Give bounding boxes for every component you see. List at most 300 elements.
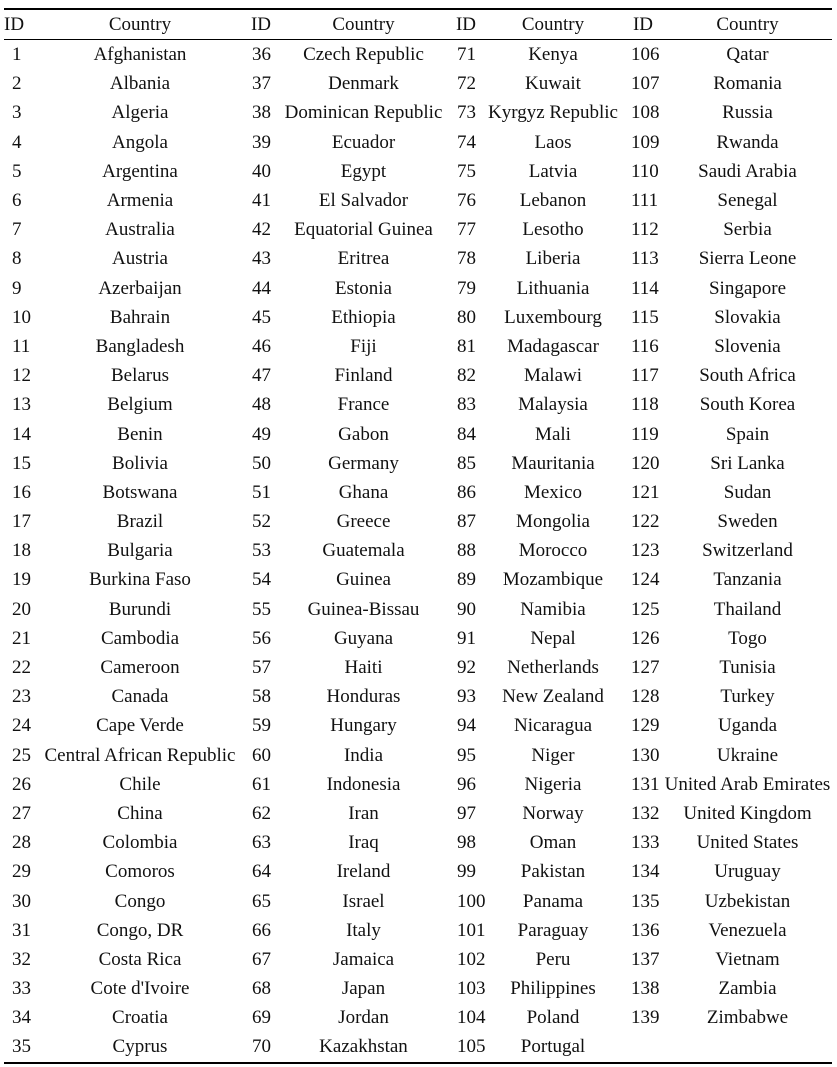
country-cell: Afghanistan	[93, 44, 187, 66]
id-cell: 8	[12, 248, 22, 270]
table-row	[4, 828, 832, 857]
country-cell: Zimbabwe	[706, 1007, 789, 1029]
id-cell: 96	[457, 773, 476, 795]
id-cell: 115	[631, 306, 659, 328]
country-cell: Nicaragua	[513, 715, 593, 737]
country-id-table	[4, 8, 832, 1064]
country-cell: Netherlands	[507, 657, 599, 679]
country-cell: Japan	[341, 978, 386, 1000]
header-row	[4, 9, 832, 40]
country-cell: Cape Verde	[96, 715, 184, 737]
country-cell: Sri Lanka	[710, 452, 785, 474]
id-cell: 66	[252, 919, 271, 941]
country-cell: Ethiopia	[331, 306, 396, 328]
table-row	[4, 361, 832, 390]
country-cell: Oman	[529, 832, 577, 854]
id-cell: 136	[631, 919, 660, 941]
id-cell: 121	[631, 481, 660, 503]
country-cell: Tanzania	[713, 569, 782, 591]
id-cell: 89	[457, 569, 476, 591]
table-row	[4, 303, 832, 332]
id-cell: 129	[631, 715, 660, 737]
id-cell: 134	[631, 861, 660, 883]
table-row	[4, 128, 832, 157]
id-cell: 88	[457, 540, 476, 562]
table-row	[4, 945, 832, 974]
id-cell: 109	[631, 131, 660, 153]
country-cell: Hungary	[330, 715, 397, 737]
table-row	[4, 770, 832, 799]
header-id-2: ID	[250, 14, 272, 35]
country-cell: Brazil	[116, 511, 164, 533]
country-cell: Ireland	[336, 861, 391, 883]
country-cell: Madagascar	[507, 335, 599, 357]
country-cell: Philippines	[510, 978, 596, 1000]
country-cell: Poland	[526, 1007, 580, 1029]
country-cell: Eritrea	[337, 248, 390, 270]
country-cell: Haiti	[344, 657, 383, 679]
table-row	[4, 565, 832, 594]
id-cell: 86	[457, 481, 476, 503]
country-cell: Sweden	[717, 511, 778, 533]
country-cell: Romania	[713, 73, 782, 95]
id-cell: 110	[631, 160, 659, 182]
id-cell: 133	[631, 832, 660, 854]
country-cell: United States	[696, 832, 799, 854]
id-cell: 50	[252, 452, 271, 474]
country-cell: Congo	[114, 890, 166, 912]
id-cell: 83	[457, 394, 476, 416]
country-cell: Portugal	[520, 1036, 586, 1058]
country-cell: Latvia	[528, 160, 578, 182]
id-cell: 117	[631, 365, 659, 387]
table-row	[4, 1003, 832, 1032]
country-cell: Fiji	[350, 335, 377, 357]
country-cell: Guinea	[336, 569, 391, 591]
table-row	[4, 98, 832, 127]
country-cell: Lithuania	[516, 277, 590, 299]
id-cell: 47	[252, 365, 271, 387]
id-cell: 85	[457, 452, 476, 474]
id-cell: 6	[12, 190, 22, 212]
table-row	[4, 653, 832, 682]
id-cell: 135	[631, 890, 660, 912]
country-cell: Chile	[119, 773, 161, 795]
country-cell: Benin	[117, 423, 163, 445]
table-row	[4, 1032, 832, 1062]
id-cell: 87	[457, 511, 476, 533]
id-cell: 71	[457, 44, 476, 66]
country-cell: Slovakia	[714, 306, 781, 328]
country-cell: Kenya	[528, 44, 578, 66]
id-cell: 123	[631, 540, 660, 562]
country-cell: Honduras	[326, 686, 401, 708]
id-cell: 80	[457, 306, 476, 328]
id-cell: 33	[12, 978, 31, 1000]
country-cell: Sudan	[723, 481, 772, 503]
country-cell: Argentina	[102, 160, 178, 182]
country-cell: El Salvador	[318, 190, 409, 212]
table-row	[4, 507, 832, 536]
id-cell: 78	[457, 248, 476, 270]
id-cell: 98	[457, 832, 476, 854]
country-cell: Switzerland	[702, 540, 793, 562]
country-cell: Norway	[522, 802, 584, 824]
table-row	[4, 974, 832, 1003]
id-cell: 43	[252, 248, 271, 270]
country-cell: Azerbaijan	[98, 277, 182, 299]
table-body	[4, 40, 832, 1063]
country-cell: Sierra Leone	[698, 248, 797, 270]
country-cell: Kuwait	[525, 73, 581, 95]
country-cell: Congo, DR	[96, 919, 184, 941]
id-cell	[623, 1032, 663, 1062]
id-cell: 28	[12, 832, 31, 854]
country-cell: Nigeria	[524, 773, 582, 795]
id-cell: 53	[252, 540, 271, 562]
country-cell: Dominican Republic	[284, 102, 443, 124]
id-cell: 23	[12, 686, 31, 708]
id-cell: 40	[252, 160, 271, 182]
country-cell: Mongolia	[516, 511, 590, 533]
id-cell: 113	[631, 248, 659, 270]
id-cell: 42	[252, 219, 271, 241]
country-cell: Turkey	[720, 686, 775, 708]
id-cell: 44	[252, 277, 271, 299]
country-cell: Burundi	[108, 598, 172, 620]
country-cell: Belarus	[110, 365, 170, 387]
country-cell: Ecuador	[331, 131, 396, 153]
country-cell: Senegal	[717, 190, 778, 212]
country-cell: Gabon	[338, 423, 389, 445]
id-cell: 120	[631, 452, 660, 474]
header-country-4: Country	[716, 14, 779, 35]
country-cell: Panama	[522, 890, 584, 912]
id-cell: 25	[12, 744, 31, 766]
id-cell: 2	[12, 73, 22, 95]
id-cell: 95	[457, 744, 476, 766]
country-cell: Mexico	[523, 481, 583, 503]
id-cell: 51	[252, 481, 271, 503]
id-cell: 16	[12, 481, 31, 503]
id-cell: 15	[12, 452, 31, 474]
id-cell: 132	[631, 802, 660, 824]
table-row	[4, 595, 832, 624]
country-cell: Iran	[348, 802, 379, 824]
id-cell: 101	[457, 919, 486, 941]
id-cell: 73	[457, 102, 476, 124]
id-cell: 103	[457, 978, 486, 1000]
id-cell: 97	[457, 802, 476, 824]
country-cell: Germany	[328, 452, 399, 474]
id-cell: 31	[12, 919, 31, 941]
id-cell: 10	[12, 306, 31, 328]
id-cell: 94	[457, 715, 476, 737]
country-cell: Comoros	[105, 861, 175, 883]
country-cell: Jordan	[338, 1007, 389, 1029]
country-cell: Ukraine	[716, 744, 779, 766]
country-cell: Thailand	[713, 598, 782, 620]
country-cell: Kazakhstan	[319, 1036, 408, 1058]
country-cell: Togo	[728, 627, 767, 649]
country-cell: Slovenia	[714, 335, 781, 357]
id-cell: 30	[12, 890, 31, 912]
country-cell: Rwanda	[716, 131, 779, 153]
country-cell: Equatorial Guinea	[294, 219, 433, 241]
country-cell: Bolivia	[112, 452, 168, 474]
id-cell: 68	[252, 978, 271, 1000]
id-cell: 74	[457, 131, 476, 153]
id-cell: 26	[12, 773, 31, 795]
id-cell: 21	[12, 627, 31, 649]
id-cell: 75	[457, 160, 476, 182]
country-cell: Laos	[534, 131, 572, 153]
id-cell: 67	[252, 948, 271, 970]
country-cell: Burkina Faso	[89, 569, 191, 591]
table-row	[4, 624, 832, 653]
header-id-3: ID	[455, 14, 477, 35]
id-cell: 49	[252, 423, 271, 445]
id-cell: 3	[12, 102, 22, 124]
table-row	[4, 682, 832, 711]
id-cell: 65	[252, 890, 271, 912]
id-cell: 61	[252, 773, 271, 795]
id-cell: 35	[12, 1036, 31, 1058]
id-cell: 76	[457, 190, 476, 212]
id-cell: 38	[252, 102, 271, 124]
table-row	[4, 886, 832, 915]
country-cell: India	[343, 744, 384, 766]
table-row	[4, 857, 832, 886]
country-cell: Australia	[105, 219, 175, 241]
country-cell: Spain	[725, 423, 770, 445]
country-cell: United Arab Emirates	[664, 773, 831, 795]
id-cell: 138	[631, 978, 660, 1000]
country-cell: Serbia	[723, 219, 772, 241]
id-cell: 37	[252, 73, 271, 95]
country-cell: Ghana	[338, 481, 389, 503]
id-cell: 58	[252, 686, 271, 708]
id-cell: 63	[252, 832, 271, 854]
country-cell: Lesotho	[522, 219, 584, 241]
country-cell: France	[337, 394, 390, 416]
table-row	[4, 332, 832, 361]
id-cell: 81	[457, 335, 476, 357]
country-cell: Peru	[535, 948, 571, 970]
country-cell: Uruguay	[714, 861, 781, 883]
id-cell: 118	[631, 394, 659, 416]
id-cell: 34	[12, 1007, 31, 1029]
id-cell: 18	[12, 540, 31, 562]
country-cell	[663, 1032, 832, 1062]
id-cell: 79	[457, 277, 476, 299]
country-cell: Vietnam	[715, 948, 780, 970]
country-cell: Venezuela	[708, 919, 787, 941]
table-row	[4, 244, 832, 273]
id-cell: 99	[457, 861, 476, 883]
id-cell: 62	[252, 802, 271, 824]
country-cell: Mauritania	[511, 452, 595, 474]
id-cell: 104	[457, 1007, 486, 1029]
id-cell: 91	[457, 627, 476, 649]
country-cell: Morocco	[518, 540, 588, 562]
country-cell: South Africa	[699, 365, 796, 387]
country-cell: New Zealand	[502, 686, 604, 708]
country-cell: Malaysia	[518, 394, 588, 416]
table-row	[4, 274, 832, 303]
id-cell: 48	[252, 394, 271, 416]
country-cell: Bulgaria	[107, 540, 173, 562]
country-cell: Cambodia	[100, 627, 180, 649]
id-cell: 5	[12, 160, 22, 182]
country-cell: Cyprus	[112, 1036, 168, 1058]
country-cell: Kyrgyz Republic	[488, 102, 618, 124]
country-cell: Liberia	[525, 248, 581, 270]
table-row	[4, 711, 832, 740]
id-cell: 29	[12, 861, 31, 883]
country-cell: Iraq	[348, 832, 379, 854]
id-cell: 90	[457, 598, 476, 620]
country-cell: Luxembourg	[504, 306, 602, 328]
id-cell: 125	[631, 598, 660, 620]
id-cell: 36	[252, 44, 271, 66]
country-cell: Belgium	[107, 394, 173, 416]
table-row	[4, 478, 832, 507]
id-cell: 116	[631, 335, 659, 357]
id-cell: 27	[12, 802, 31, 824]
country-cell: Angola	[112, 131, 168, 153]
country-cell: Cote d'Ivoire	[90, 978, 190, 1000]
id-cell: 124	[631, 569, 660, 591]
country-cell: Jamaica	[332, 948, 395, 970]
id-cell: 137	[631, 948, 660, 970]
country-cell: Indonesia	[326, 773, 401, 795]
country-cell: Israel	[342, 890, 385, 912]
id-cell: 119	[631, 423, 659, 445]
header-country-2: Country	[332, 14, 395, 35]
table-row	[4, 69, 832, 98]
country-cell: Bangladesh	[95, 335, 185, 357]
id-cell: 77	[457, 219, 476, 241]
country-cell: Guatemala	[322, 540, 405, 562]
table-row	[4, 799, 832, 828]
country-cell: Costa Rica	[98, 948, 182, 970]
country-cell: United Kingdom	[683, 802, 812, 824]
country-cell: Albania	[109, 73, 171, 95]
id-cell: 100	[457, 890, 486, 912]
id-cell: 54	[252, 569, 271, 591]
country-cell: Mali	[535, 423, 571, 445]
table-row	[4, 449, 832, 478]
country-cell: China	[117, 802, 163, 824]
country-cell: Paraguay	[517, 919, 589, 941]
id-cell: 9	[12, 277, 22, 299]
country-cell: Central African Republic	[44, 744, 236, 766]
country-cell: Guyana	[333, 627, 394, 649]
country-cell: Bahrain	[109, 306, 171, 328]
country-cell: Estonia	[335, 277, 392, 299]
country-cell: Cameroon	[100, 657, 180, 679]
country-cell: Singapore	[708, 277, 787, 299]
id-cell: 46	[252, 335, 271, 357]
country-cell: Qatar	[726, 44, 769, 66]
id-cell: 4	[12, 131, 22, 153]
table-row	[4, 916, 832, 945]
country-cell: Italy	[346, 919, 381, 941]
country-cell: Tunisia	[719, 657, 776, 679]
table-row	[4, 390, 832, 419]
country-cell: Croatia	[112, 1007, 168, 1029]
table-row	[4, 215, 832, 244]
table-row	[4, 419, 832, 448]
table-row	[4, 186, 832, 215]
id-cell: 126	[631, 627, 660, 649]
country-cell: Mozambique	[502, 569, 604, 591]
id-cell: 107	[631, 73, 660, 95]
id-cell: 128	[631, 686, 660, 708]
country-cell: Guinea-Bissau	[307, 598, 420, 620]
id-cell: 72	[457, 73, 476, 95]
id-cell: 108	[631, 102, 660, 124]
id-cell: 111	[631, 190, 659, 212]
country-cell: Pakistan	[520, 861, 586, 883]
country-cell: Algeria	[111, 102, 169, 124]
table-row	[4, 536, 832, 565]
id-cell: 112	[631, 219, 659, 241]
id-cell: 122	[631, 511, 660, 533]
country-cell: Finland	[334, 365, 393, 387]
header-id-1: ID	[4, 14, 25, 35]
id-cell: 60	[252, 744, 271, 766]
country-cell: Greece	[336, 511, 391, 533]
id-cell: 130	[631, 744, 660, 766]
country-cell: Uzbekistan	[704, 890, 791, 912]
id-cell: 20	[12, 598, 31, 620]
id-cell: 55	[252, 598, 271, 620]
id-cell: 41	[252, 190, 271, 212]
country-cell: Canada	[111, 686, 169, 708]
id-cell: 39	[252, 131, 271, 153]
id-cell: 105	[457, 1036, 486, 1058]
id-cell: 127	[631, 657, 660, 679]
id-cell: 92	[457, 657, 476, 679]
id-cell: 82	[457, 365, 476, 387]
table-row	[4, 157, 832, 186]
country-cell: Lebanon	[519, 190, 587, 212]
id-cell: 93	[457, 686, 476, 708]
country-cell: Malawi	[523, 365, 583, 387]
country-cell: Colombia	[102, 832, 178, 854]
country-cell: Namibia	[520, 598, 586, 620]
id-cell: 57	[252, 657, 271, 679]
table-row	[4, 741, 832, 770]
country-cell: South Korea	[699, 394, 796, 416]
id-cell: 139	[631, 1007, 660, 1029]
id-cell: 84	[457, 423, 476, 445]
id-cell: 12	[12, 365, 31, 387]
id-cell: 11	[12, 335, 31, 357]
id-cell: 45	[252, 306, 271, 328]
id-cell: 70	[252, 1036, 271, 1058]
id-cell: 69	[252, 1007, 271, 1029]
header-id-4: ID	[632, 14, 654, 35]
country-cell: Nepal	[530, 627, 576, 649]
id-cell: 114	[631, 277, 659, 299]
header-country-1: Country	[108, 14, 172, 35]
country-cell: Denmark	[328, 73, 399, 95]
id-cell: 102	[457, 948, 486, 970]
id-cell: 64	[252, 861, 271, 883]
